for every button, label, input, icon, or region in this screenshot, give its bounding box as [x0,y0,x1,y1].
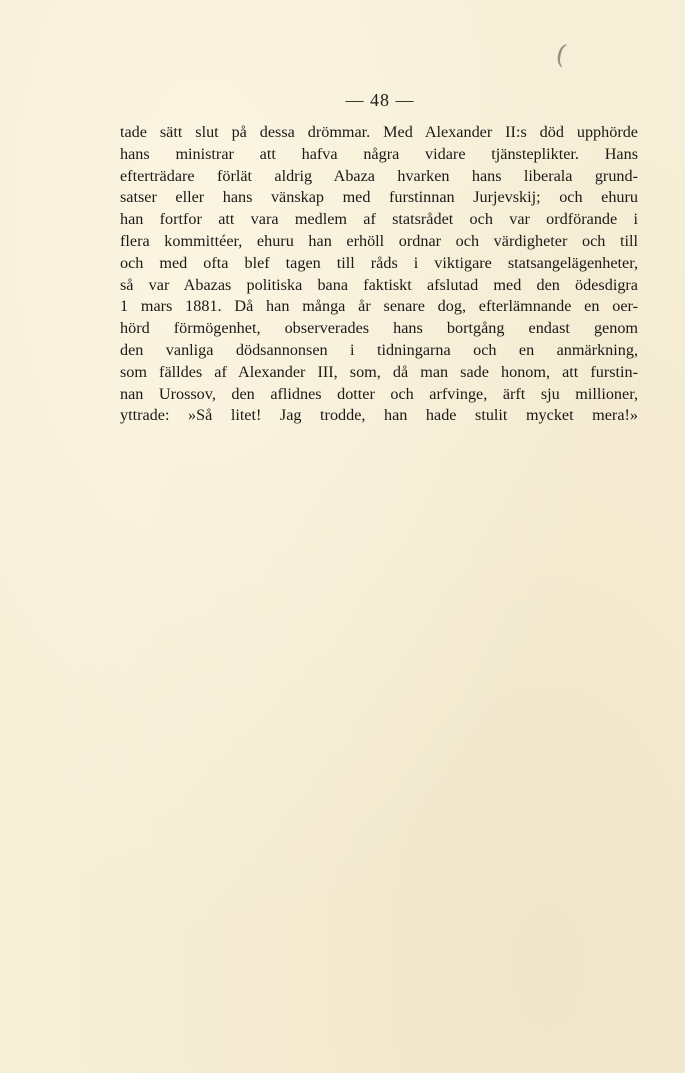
body-text [120,122,638,427]
text-line: yttrade: »Så litet! Jag trodde, han hade stulit mycket mera!» [120,406,638,425]
text-line: den vanliga dödsannonsen i tidningarna och en anmärkning, [120,340,638,359]
text-line: och med ofta blef tagen till råds i viktigare statsangelägenheter, [120,253,638,272]
text-line: hörd förmögenhet, observerades hans bortgång endast genom [120,319,638,338]
text-line: så var Abazas politiska bana faktiskt afslutad med den ödesdigra [120,275,638,294]
text-line: hans ministrar att hafva några vidare tjänsteplikter. Hans [120,144,638,163]
text-line: 1 mars 1881. Då han många år senare dog, efterlämnande en oer- [120,297,638,316]
page-number: — 48 — [345,90,415,110]
text-line: nan Urossov, den aflidnes dotter och arfvinge, ärft sju millioner, [120,384,638,403]
text-line: efterträdare förlät aldrig Abaza hvarken hans liberala grund- [120,166,638,185]
text-line: satser eller hans vänskap med furstinnan Jurjevskij; och ehuru [120,188,638,207]
text-line: tade sätt slut på dessa drömmar. Med Alexander II:s död upphörde [120,123,638,141]
text-line: han fortfor att vara medlem af statsrådet och var ordförande i [120,210,638,229]
pencil-mark: ( [552,39,570,71]
text-line: flera kommittéer, ehuru han erhöll ordnar och värdigheter och till [120,231,638,250]
text-line: som fälldes af Alexander III, som, då man sade honom, att furstin- [120,362,638,381]
